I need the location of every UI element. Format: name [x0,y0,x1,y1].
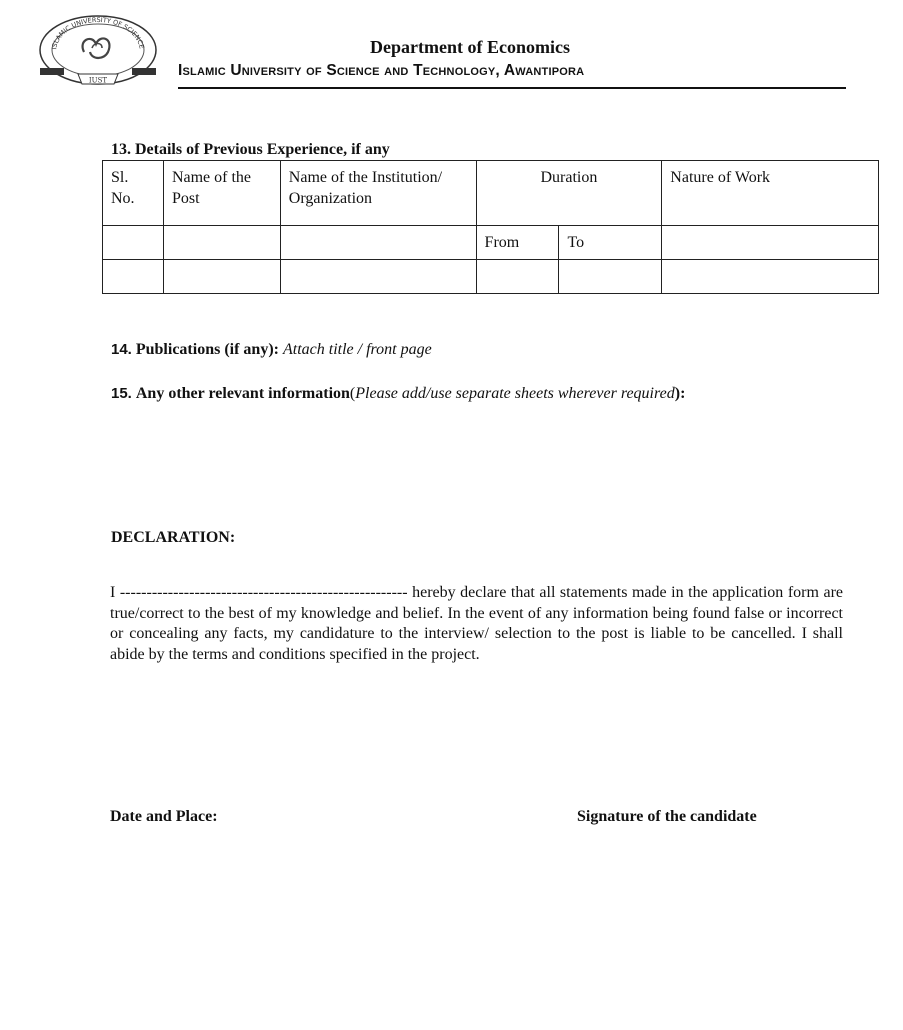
section-14-label: Publications (if any): [135,341,279,358]
section-14 [111,341,432,359]
header-sl-no [103,161,164,226]
cell-nature[interactable] [662,260,879,294]
section-14-number: 14. [111,341,132,358]
university-title: Islamic University of Science and Technology, Awantipora [178,62,585,79]
cell-to[interactable] [559,260,662,294]
header-institution-line1: Name of the Institution/ [288,169,443,186]
cell-institution[interactable] [280,226,476,260]
cell-post[interactable] [163,226,280,260]
department-title: Department of Economics [370,37,570,57]
header-post-line1: Name of the [171,169,252,186]
section-15-paren-close: ): [674,385,686,402]
header-divider [178,87,846,89]
header-institution-line2: Organization [288,190,373,207]
iust-seal-icon [34,12,162,86]
section-15-number: 15. [111,385,132,402]
header-sl-line2: No. [111,190,135,207]
section-15-label: Any other relevant information [135,385,350,402]
header-duration: Duration [476,161,662,226]
seal-banner-text: IUST [88,76,108,85]
cell-nature[interactable] [662,226,879,260]
cell-post[interactable] [163,260,280,294]
header-from: From [476,226,559,260]
section-13-title: 13. Details of Previous Experience, if any [111,141,390,158]
svg-text:ISLAMIC UNIVERSITY OF SCIENCE [34,12,146,51]
header-nature-of-work: Nature of Work [662,161,879,226]
signature-label: Signature of the candidate [577,808,757,825]
table-header-row [103,161,879,226]
cell-sl[interactable] [103,260,164,294]
section-15-paren-open: ( [349,385,356,402]
declaration-heading: DECLARATION: [111,529,236,546]
experience-table [102,160,879,294]
date-and-place-label: Date and Place: [110,808,218,825]
cell-institution[interactable] [280,260,476,294]
header-to: To [559,226,662,260]
header-institution [280,161,476,226]
section-15 [111,385,685,403]
cell-sl[interactable] [103,226,164,260]
table-row [103,260,879,294]
header-sl-line1: Sl. [111,169,129,186]
section-14-note: Attach title / front page [282,341,432,358]
seal-ring-text: ISLAMIC UNIVERSITY OF SCIENCE [50,15,146,51]
cell-from[interactable] [476,260,559,294]
header-post-line2: Post [171,190,200,207]
header-post [163,161,280,226]
declaration-text: I ------------------------------------------------------ hereby declare that all statements made in the application form are true/correct to the best of my knowledge and belief. In the event of any information being found false or incorrect or concealing any facts, my candidature to the interview/ selection to the post is liable to be cancelled. I shall abide by the terms and conditions specified in the project. [110,584,843,663]
table-row [103,226,879,260]
section-15-note: Please add/use separate sheets wherever required [355,385,675,402]
